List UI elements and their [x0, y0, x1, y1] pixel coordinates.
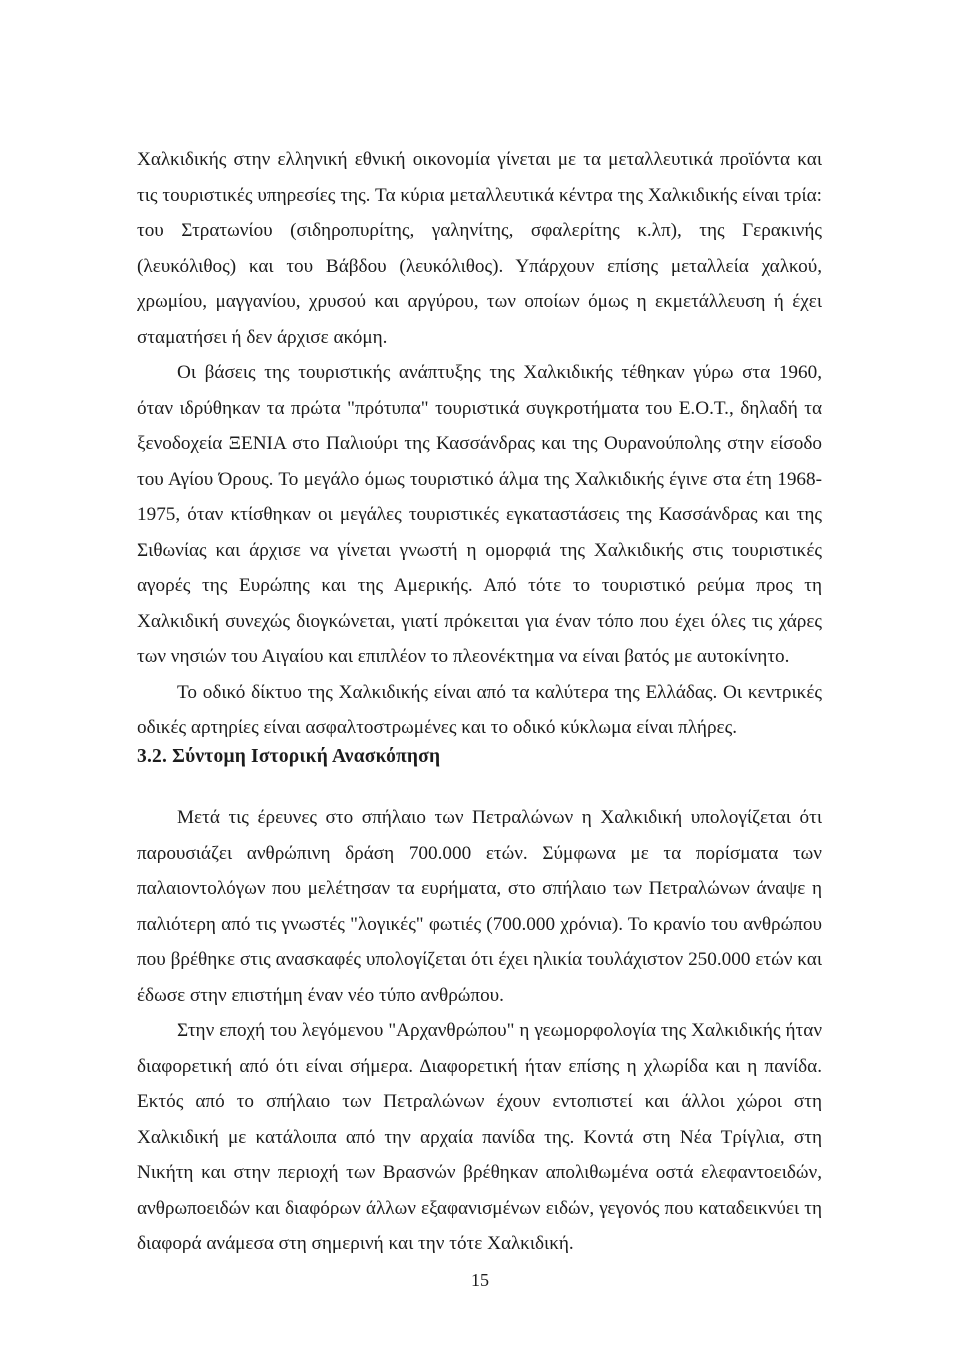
- section-heading: 3.2. Σύντομη Ιστορική Ανασκόπηση: [137, 746, 441, 767]
- paragraph-tourism-development: Οι βάσεις της τουριστικής ανάπτυξης της Χαλκιδικής τέθηκαν γύρω στα 1960, όταν ιδρύθηκαν τα πρώτα "πρότυπα" τουριστικά συγκροτήματα του Ε.Ο.Τ., δηλαδή τα ξενοδοχεία ΞΕΝΙΑ στο Παλιούρι της Κασσάνδρας και της Ουρανούπολης στην είσοδο του Αγίου Όρους. Το μεγάλο όμως τουριστικό άλμα της Χαλκιδικής έγινε στα έτη 1968-1975, όταν κτίσθηκαν οι μεγάλες τουριστικές εγκαταστάσεις της Κασσάνδρας και της Σιθωνίας και άρχισε να γίνεται γνωστή η ομορφιά της Χαλκιδικής στις τουριστικές αγορές της Ευρώπης και της Αμερικής. Από τότε το τουριστικό ρεύμα προς τη Χαλκιδική συνεχώς διογκώνεται, γιατί πρόκειται για έναν τόπο που έχει όλες τις χάρες των νησιών του Αιγαίου και επιπλέον το πλεονέκτημα να είναι βατός με αυτοκίνητο.: [137, 362, 822, 667]
- paragraph-road-network: Το οδικό δίκτυο της Χαλκιδικής είναι από τα καλύτερα της Ελλάδας. Οι κεντρικές οδικές αρτηρίες είναι ασφαλτοστρωμένες και το οδικό κύκλωμα είναι πλήρες.: [137, 681, 822, 738]
- paragraph-archanthropus-era: Στην εποχή του λεγόμενου "Αρχανθρώπου" η γεωμορφολογία της Χαλκιδικής ήταν διαφορετική από ότι είναι σήμερα. Διαφορετική ήταν επίσης η χλωρίδα και η πανίδα. Εκτός από το σπήλαιο των Πετραλώνων έχουν εντοπιστεί και άλλοι χώροι στη Χαλκιδική με κατάλοιπα από την αρχαία πανίδα της. Κοντά στη Νέα Τρίγλια, στη Νικήτη και στην περιοχή των Βρασνών βρέθηκαν απολιθωμένα οστά ελεφαντοειδών, ανθρωποειδών και διαφόρων άλλων εξαφανισμένων ειδών, γεγονός που καταδεικνύει τη διαφορά ανάμεσα στη σημερινή και την τότε Χαλκιδική.: [137, 1020, 822, 1254]
- section-text-block: [137, 800, 822, 1262]
- paragraph-petralona-cave: Μετά τις έρευνες στο σπήλαιο των Πετραλώνων η Χαλκιδική υπολογίζεται ότι παρουσιάζει ανθρώπινη δράση 700.000 ετών. Σύμφωνα με τα πορίσματα των παλαιοντολόγων που μελέτησαν τα ευρήματα, στο σπήλαιο των Πετραλώνων άναψε η παλιότερη από τις γνωστές "λογικές" φωτιές (700.000 χρόνια). Το κρανίο του ανθρώπου που βρέθηκε στις ανασκαφές υπολογίζεται ότι έχει ηλικία τουλάχιστον 250.000 ετών και έδωσε στην επιστήμη έναν νέο τύπο ανθρώπου.: [137, 807, 822, 1006]
- intro-text-block: [137, 142, 822, 746]
- paragraph-continuation: Χαλκιδικής στην ελληνική εθνική οικονομία γίνεται με τα μεταλλευτικά προϊόντα και τις τουριστικές υπηρεσίες της. Τα κύρια μεταλλευτικά κέντρα της Χαλκιδικής είναι τρία: του Στρατωνίου (σιδηροπυρίτης, γαληνίτης, σφαλερίτης κ.λπ), της Γερακινής (λευκόλιθος) και του Βάβδου (λευκόλιθος). Υπάρχουν επίσης μεταλλεία χαλκού, χρωμίου, μαγγανίου, χρυσού και αργύρου, των οποίων όμως η εκμετάλλευση ή έχει σταματήσει ή δεν άρχισε ακόμη.: [137, 149, 822, 348]
- page-number: 15: [471, 1270, 489, 1290]
